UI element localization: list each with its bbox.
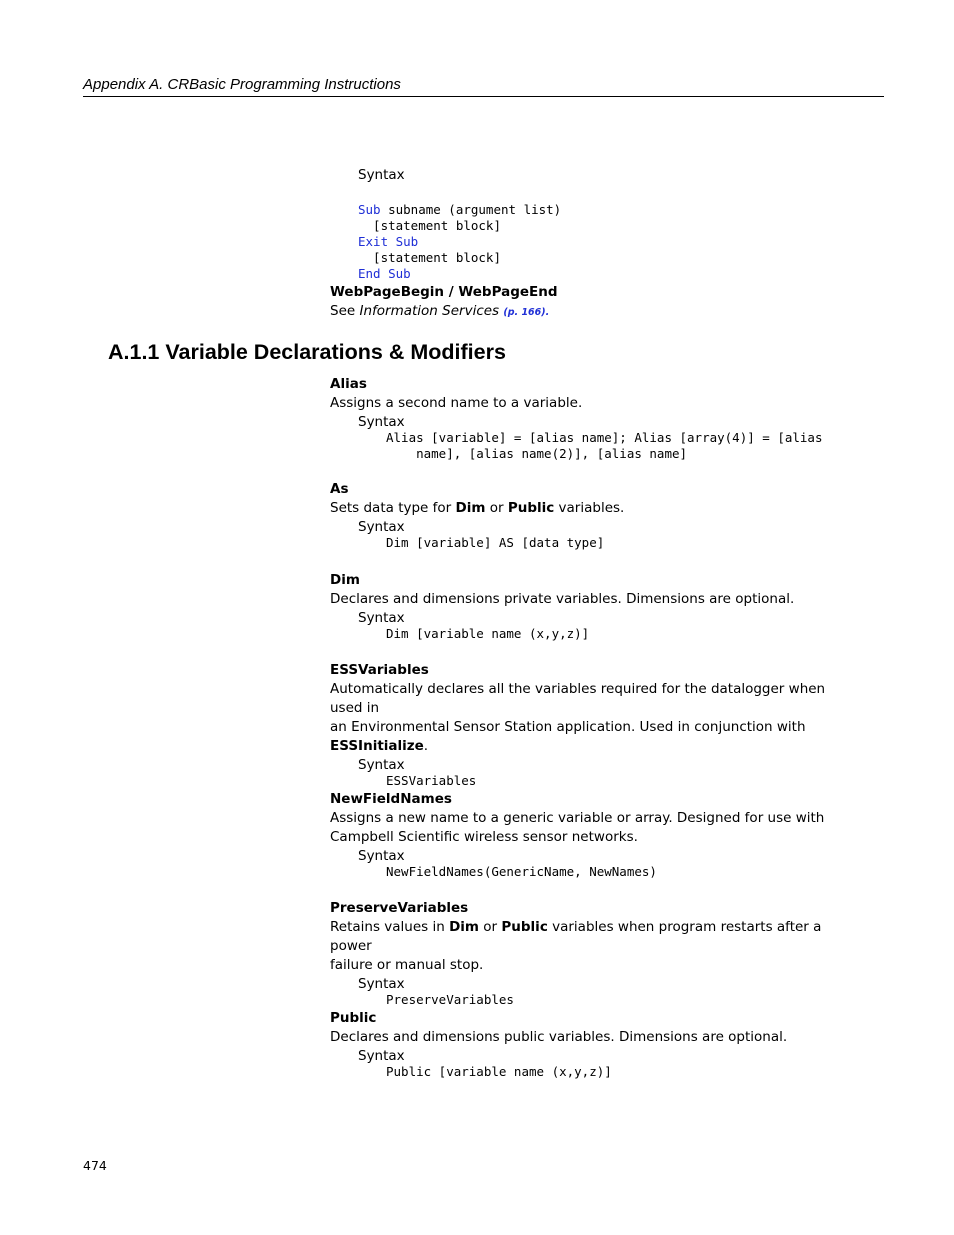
entry-name: WebPageBegin / WebPageEnd xyxy=(330,284,558,300)
entry-name: ESSVariables xyxy=(330,662,429,678)
sub-syntax-code xyxy=(358,186,561,298)
entry-as xyxy=(330,480,850,551)
code-line xyxy=(358,218,561,234)
entry-name: As xyxy=(330,481,349,497)
entry-name: Public xyxy=(330,1010,377,1026)
entry-dim xyxy=(330,571,850,642)
code-keyword: Sub xyxy=(358,202,381,217)
code-line xyxy=(358,202,561,218)
syntax-code: ESSVariables xyxy=(386,773,477,788)
syntax-code: Alias [variable] = [alias name]; Alias [array(4)] = [alias name], [alias name(2)], [alias name] xyxy=(386,430,823,461)
header-title: Appendix A. CRBasic Programming Instructions xyxy=(83,76,401,93)
syntax-label: Syntax xyxy=(358,519,405,535)
code-line xyxy=(358,250,561,266)
syntax-code: PreserveVariables xyxy=(386,992,514,1007)
entry-description-line: Assigns a new name to a generic variable or array. Designed for use with xyxy=(330,810,825,826)
entry-public xyxy=(330,1009,850,1080)
entry-description: Declares and dimensions private variables. Dimensions are optional. xyxy=(330,591,795,607)
code-keyword: Exit Sub xyxy=(358,234,419,249)
entry-description: Declares and dimensions public variables. Dimensions are optional. xyxy=(330,1029,788,1045)
entry-preservevariables xyxy=(330,899,850,1008)
code-text: [statement block] xyxy=(358,250,501,265)
syntax-label: Syntax xyxy=(358,976,405,992)
entry-name: Dim xyxy=(330,572,360,588)
sub-syntax-label: Syntax xyxy=(358,167,405,183)
syntax-label: Syntax xyxy=(358,757,405,773)
syntax-code: Public [variable name (x,y,z)] xyxy=(386,1064,612,1079)
entry-description-line: an Environmental Sensor Station application. Used in conjunction with xyxy=(330,719,806,735)
see-link-text: Information Services xyxy=(359,303,500,319)
page-reference-link[interactable]: (p. 166). xyxy=(503,307,550,318)
entry-essvariables xyxy=(330,661,850,789)
syntax-label: Syntax xyxy=(358,414,405,430)
entry-webpage xyxy=(330,283,850,322)
entry-description-line: Automatically declares all the variables required for the datalogger when used in xyxy=(330,681,826,716)
code-line xyxy=(358,266,561,282)
section-title: A.1.1 Variable Declarations & Modifiers xyxy=(108,340,506,364)
page-header xyxy=(83,76,884,97)
entry-name: PreserveVariables xyxy=(330,900,469,916)
code-text: subname (argument list) xyxy=(380,202,562,217)
code-keyword: End Sub xyxy=(358,266,411,281)
entry-description-line: failure or manual stop. xyxy=(330,957,484,973)
entry-description-line: Retains values in Dim or Public variables when program restarts after a power xyxy=(330,919,822,954)
entry-alias xyxy=(330,375,850,462)
code-line xyxy=(358,234,561,250)
syntax-label: Syntax xyxy=(358,1048,405,1064)
page-number: 474 xyxy=(83,1158,107,1173)
syntax-code: NewFieldNames(GenericName, NewNames) xyxy=(386,864,657,879)
entry-description-line: ESSInitialize. xyxy=(330,738,429,754)
syntax-label: Syntax xyxy=(358,848,405,864)
syntax-label: Syntax xyxy=(358,610,405,626)
syntax-code: Dim [variable] AS [data type] xyxy=(386,535,605,550)
entry-name: NewFieldNames xyxy=(330,791,452,807)
see-text: See xyxy=(330,303,360,319)
entry-name: Alias xyxy=(330,376,367,392)
entry-newfieldnames xyxy=(330,790,850,880)
entry-description: Assigns a second name to a variable. xyxy=(330,395,583,411)
syntax-code: Dim [variable name (x,y,z)] xyxy=(386,626,590,641)
entry-description: Sets data type for Dim or Public variables. xyxy=(330,500,625,516)
entry-description-line: Campbell Scientific wireless sensor networks. xyxy=(330,829,638,845)
code-text: [statement block] xyxy=(358,218,501,233)
entry-see xyxy=(330,302,850,322)
